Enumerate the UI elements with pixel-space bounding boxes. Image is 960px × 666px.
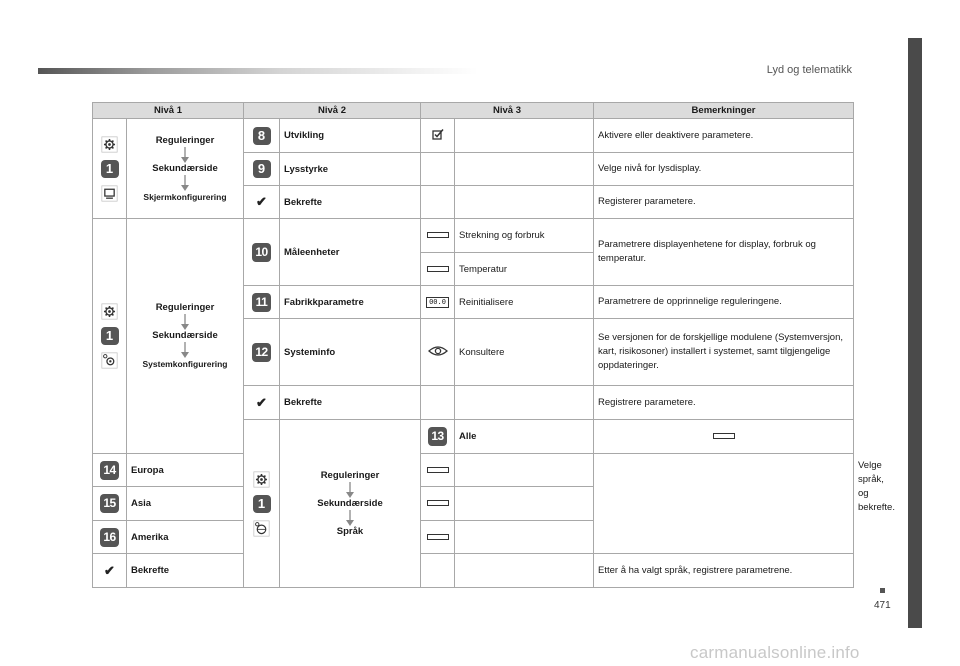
eye-icon (428, 345, 448, 357)
remark: Etter å ha valgt språk, registrere parametrene. (594, 554, 854, 588)
remark: Se versjonen for de forskjellige modulene (Systemversjon, kart, risikosoner) installert i systemet, samt tilgjengelige oppdateringer. (594, 319, 854, 386)
page-number: 471 (874, 600, 891, 611)
remark: Velge nivå for lysdisplay. (594, 153, 854, 186)
step-badge: 9 (253, 160, 271, 178)
setting-name: Lysstyrke (280, 153, 421, 186)
table-row (93, 454, 854, 487)
path-step: Reguleringer (155, 134, 215, 146)
header-gradient-bar (38, 68, 478, 74)
option-label: Reinitialisere (455, 286, 594, 319)
step-badge: 8 (253, 127, 271, 145)
level1-badge: 1 (101, 160, 119, 178)
setting-name: Måleenheter (280, 219, 421, 286)
page-marker (880, 588, 885, 593)
option-label: Temperatur (455, 253, 594, 286)
path-step: Skjermkonfigurering (143, 191, 227, 202)
level1-badge: 1 (253, 495, 271, 513)
system-config-icon (101, 352, 118, 369)
remark: Registerer parametere. (594, 186, 854, 219)
arrow-down-icon (180, 342, 190, 358)
level1-icons (244, 420, 280, 588)
arrow-down-icon (180, 147, 190, 163)
col-header-level2: Nivå 2 (244, 103, 421, 119)
remark: Parametrere displayenhetene for display, forbruk og temperatur. (594, 219, 854, 286)
selection-bar-icon (713, 433, 735, 439)
step-badge: 10 (252, 243, 271, 262)
table-row (93, 554, 854, 588)
language-icon (253, 520, 270, 537)
confirm-check-icon: ✔ (104, 562, 115, 578)
remark: Registrere parametere. (594, 386, 854, 420)
arrow-down-icon (345, 510, 355, 526)
level1-path (127, 119, 244, 219)
setting-name: Europa (127, 454, 244, 487)
col-header-level3: Nivå 3 (421, 103, 594, 119)
selection-bar-icon (427, 467, 449, 473)
confirm-check-icon: ✔ (256, 194, 267, 209)
setting-name: Fabrikkparametre (280, 286, 421, 319)
section-title: Lyd og telematikk (766, 64, 852, 76)
setting-name: Alle (455, 420, 594, 454)
level1-icons (93, 219, 127, 454)
confirm-check-icon: ✔ (256, 394, 267, 410)
settings-gear-icon (253, 471, 270, 488)
reset-display-icon: 00.0 (426, 297, 449, 308)
option-label: Strekning og forbruk (455, 219, 594, 253)
option-label: Konsultere (455, 319, 594, 386)
settings-table (92, 102, 895, 588)
side-tab-band (908, 38, 922, 628)
setting-name: Bekrefte (280, 186, 421, 219)
selection-bar-icon (427, 266, 449, 272)
path-step: Systemkonfigurering (142, 359, 228, 369)
table-row (93, 219, 854, 253)
remark: Aktivere eller deaktivere parametere. (594, 119, 854, 153)
arrow-down-icon (180, 314, 190, 330)
step-badge: 14 (100, 461, 119, 480)
selection-bar-icon (427, 500, 449, 506)
settings-gear-icon (101, 136, 118, 153)
step-badge: 12 (252, 343, 271, 362)
setting-name: Systeminfo (280, 319, 421, 386)
setting-name: Amerika (127, 521, 244, 554)
setting-name: Bekrefte (280, 386, 421, 420)
checkbox-icon (432, 128, 444, 140)
col-header-remarks: Bemerkninger (594, 103, 854, 119)
screen-config-icon (101, 185, 118, 202)
path-step: Språk (336, 525, 364, 537)
col-header-level1: Nivå 1 (93, 103, 244, 119)
step-badge: 15 (100, 494, 119, 513)
level1-badge: 1 (101, 327, 119, 345)
selection-bar-icon (427, 534, 449, 540)
table-header-row (93, 103, 854, 119)
setting-name: Utvikling (280, 119, 421, 153)
selection-bar-icon (427, 232, 449, 238)
step-badge: 13 (428, 427, 447, 446)
path-step: Reguleringer (155, 302, 215, 313)
table-row (93, 119, 854, 153)
arrow-down-icon (180, 175, 190, 191)
step-badge: 11 (252, 293, 271, 312)
level1-icons (93, 119, 127, 219)
watermark: carmanualsonline.info (690, 643, 860, 662)
arrow-down-icon (345, 482, 355, 498)
table-row (93, 487, 854, 521)
table-row (93, 521, 854, 554)
remark: Parametrere de opprinnelige reguleringene. (594, 286, 854, 319)
level1-path (280, 420, 421, 588)
path-step: Sekundærside (152, 162, 218, 174)
path-step: Sekundærside (152, 330, 218, 341)
setting-name: Bekrefte (127, 554, 244, 588)
setting-name: Asia (127, 487, 244, 521)
path-step: Sekundærside (317, 497, 383, 509)
level1-path (127, 219, 244, 454)
settings-gear-icon (101, 303, 118, 320)
path-step: Reguleringer (320, 469, 380, 481)
table-row: 1 Reguleringer Sekundærside Språk 13 Alle Velge språk, og bekrefte. (93, 420, 854, 454)
step-badge: 16 (100, 528, 119, 547)
